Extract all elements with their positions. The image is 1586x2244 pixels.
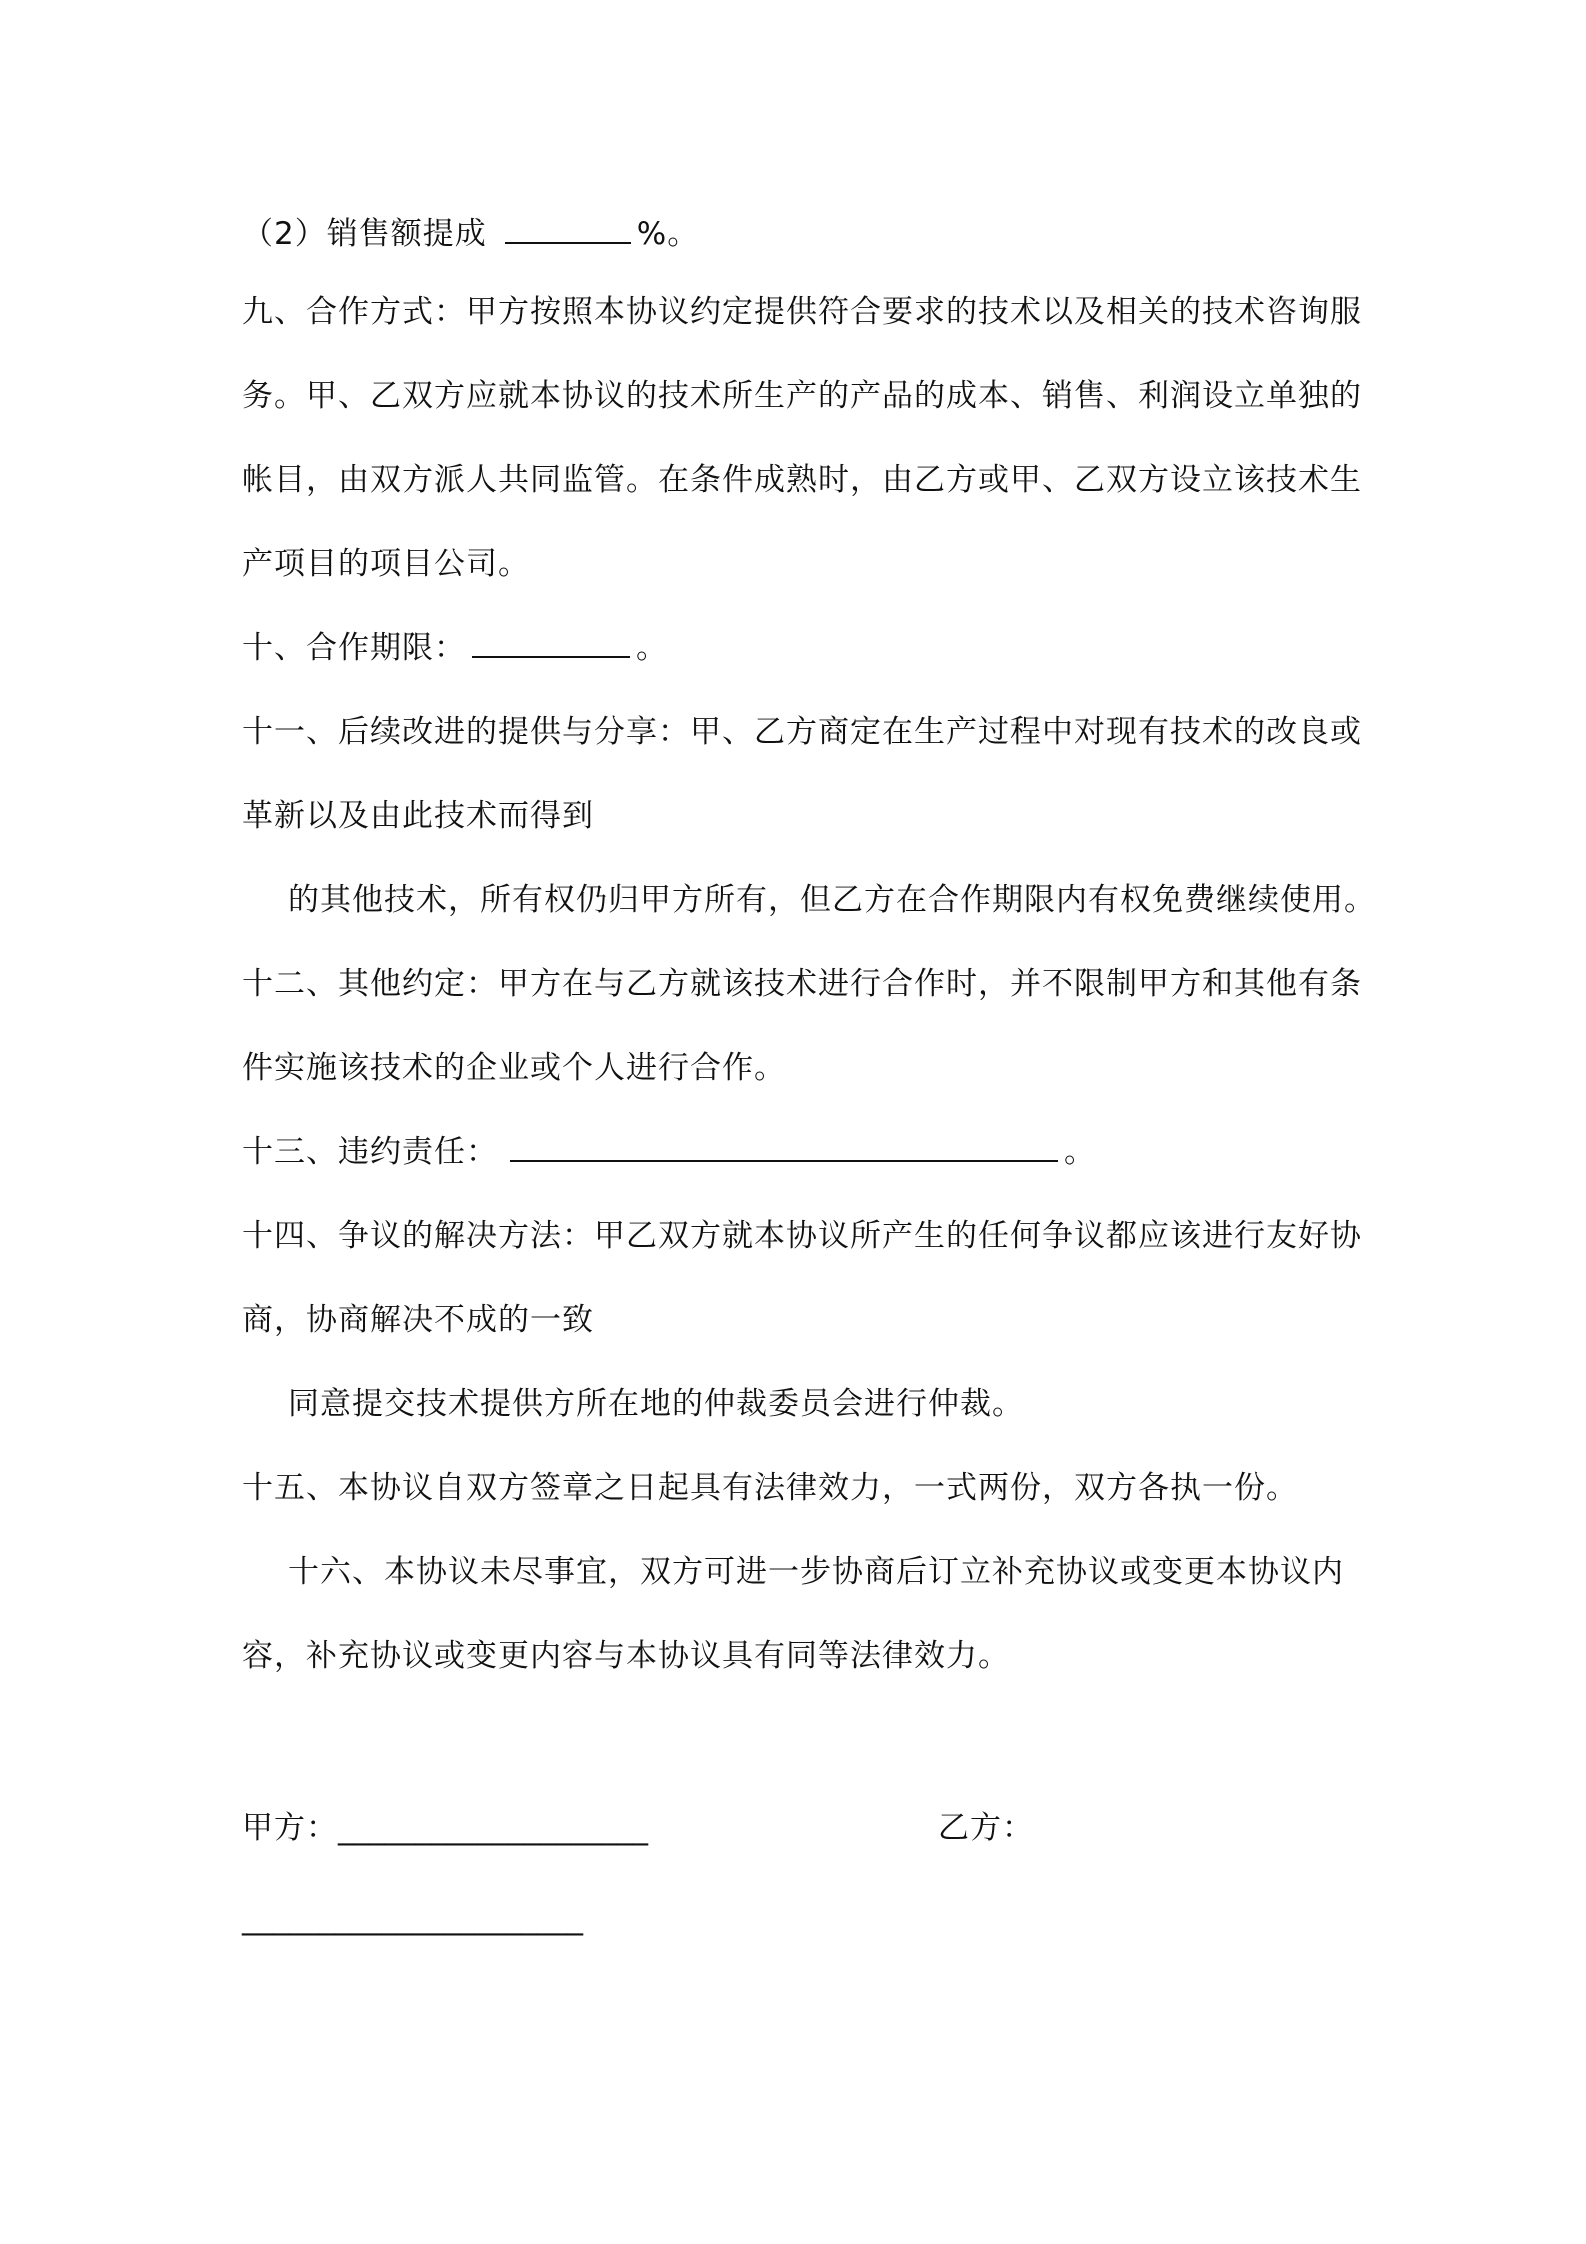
party-a-label: 甲方：: [242, 1810, 338, 1846]
clause-9-line3: 帐目，由双方派人共同监管。在条件成熟时，由乙方或甲、乙双方设立该技术生: [242, 462, 1362, 498]
clause-10: [242, 626, 1362, 670]
text: 。: [636, 630, 668, 666]
term-blank[interactable]: [472, 626, 630, 658]
clause-11-line1: 十一、后续改进的提供与分享：甲、乙方商定在生产过程中对现有技术的改良或: [242, 714, 1362, 750]
clause-11-line3: 的其他技术，所有权仍归甲方所有，但乙方在合作期限内有权免费继续使用。: [288, 882, 1376, 918]
text: 十、合作期限：: [242, 630, 466, 666]
clause-9-line4: 产项目的项目公司。: [242, 546, 530, 582]
party-a-signature-line[interactable]: ____________________: [338, 1810, 648, 1846]
clause-14-line2: 商，协商解决不成的一致: [242, 1302, 594, 1338]
clause-14-line1: 十四、争议的解决方法：甲乙双方就本协议所产生的任何争议都应该进行友好协: [242, 1218, 1362, 1254]
clause-14-line3: 同意提交技术提供方所在地的仲裁委员会进行仲裁。: [288, 1386, 1024, 1422]
clause-16-line2: 容，补充协议或变更内容与本协议具有同等法律效力。: [242, 1638, 1010, 1674]
party-b-signature-line[interactable]: ______________________: [242, 1900, 583, 1936]
party-b-label: 乙方：: [938, 1810, 1034, 1846]
clause-12-line2: 件实施该技术的企业或个人进行合作。: [242, 1050, 786, 1086]
text: 十三、违约责任：: [242, 1134, 498, 1170]
clause-8-2: [242, 212, 1362, 256]
text: %。: [636, 216, 700, 252]
text: 。: [1064, 1134, 1096, 1170]
liability-blank[interactable]: [510, 1130, 1058, 1162]
clause-15: 十五、本协议自双方签章之日起具有法律效力，一式两份，双方各执一份。: [242, 1470, 1298, 1506]
clause-16-line1: 十六、本协议未尽事宜，双方可进一步协商后订立补充协议或变更本协议内: [288, 1554, 1344, 1590]
clause-11-line2: 革新以及由此技术而得到: [242, 798, 594, 834]
clause-9-line1: 九、合作方式：甲方按照本协议约定提供符合要求的技术以及相关的技术咨询服: [242, 294, 1362, 330]
clause-12-line1: 十二、其他约定：甲方在与乙方就该技术进行合作时，并不限制甲方和其他有条: [242, 966, 1362, 1002]
clause-13: [242, 1130, 1362, 1174]
party-a-signature: [242, 1806, 1362, 1850]
clause-9-line2: 务。甲、乙双方应就本协议的技术所生产的产品的成本、销售、利润设立单独的: [242, 378, 1362, 414]
text: （2）销售额提成: [242, 216, 487, 252]
percentage-blank[interactable]: [505, 212, 631, 244]
